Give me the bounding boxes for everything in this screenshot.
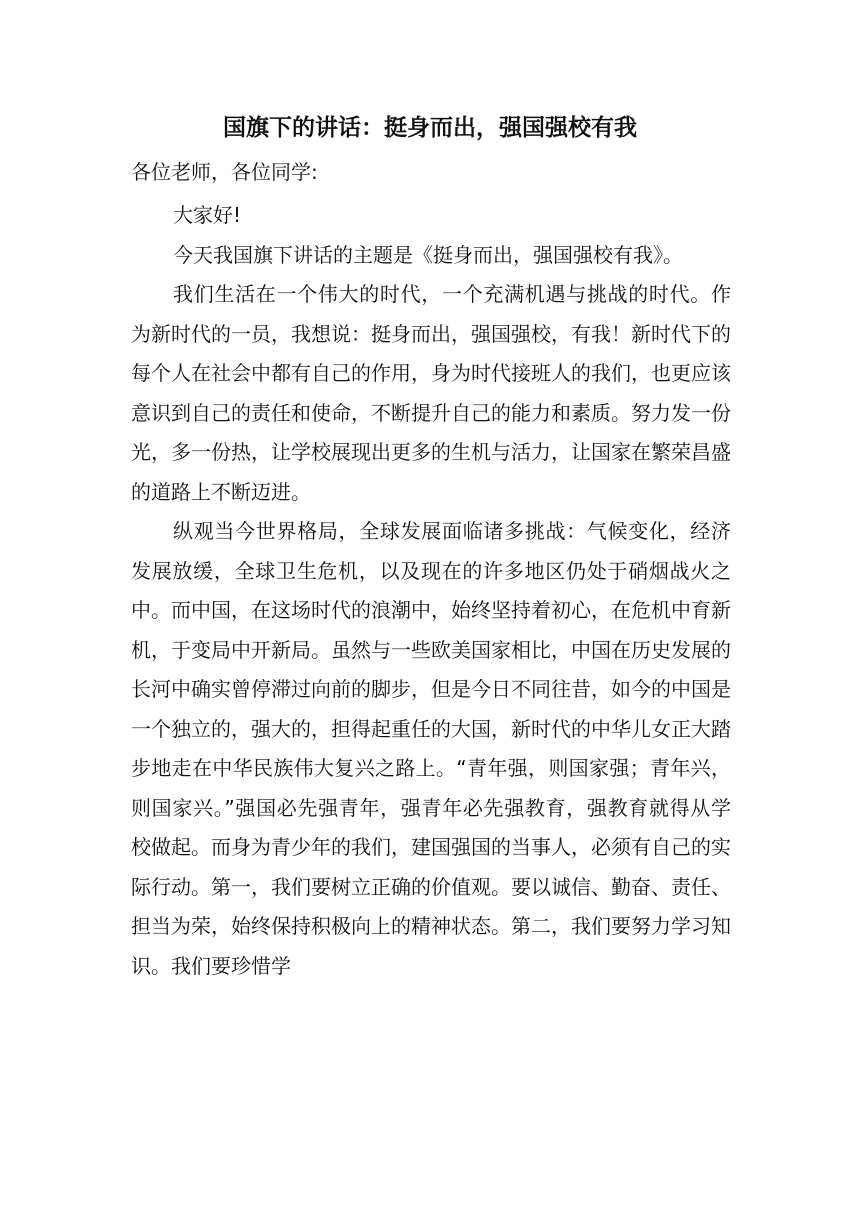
speech-body — [131, 196, 731, 986]
paragraph-world: 纵观当今世界格局，全球发展面临诸多挑战：气候变化，经济发展放缓，全球卫生危机，以及现在的许多地区仍处于硝烟战火之中。而中国，在这场时代的浪潮中，始终坚持着初心，在危机中育新机，于变局中开新局。虽然与一些欧美国家相比，中国在历史发展的长河中确实曾停滞过向前的脚步，但是今日不同往昔，如今的中国是一个独立的，强大的，担得起重任的大国，新时代的中华儿女正大踏步地走在中华民族伟大复兴之路上。“青年强，则国家强；青年兴，则国家兴。”强国必先强青年，强青年必先强教育，强教育就得从学校做起。而身为青少年的我们，建国强国的当事人，必须有自己的实际行动。第一，我们要树立正确的价值观。要以诚信、勤奋、责任、担当为荣，始终保持积极向上的精神状态。第二，我们要努力学习知识。我们要珍惜学 — [131, 519, 731, 978]
paragraph-hello: 大家好! — [173, 203, 242, 227]
document-title: 国旗下的讲话：挺身而出，强国强校有我 — [223, 115, 637, 141]
paragraph-topic: 今天我国旗下讲话的主题是《挺身而出，强国强校有我》。 — [173, 242, 683, 267]
salutation: 各位老师，各位同学: — [131, 160, 318, 184]
paragraph-era: 我们生活在一个伟大的时代，一个充满机遇与挑战的时代。作为新时代的一员，我想说：挺身而出，强国强校，有我！新时代下的每个人在社会中都有自己的作用，身为时代接班人的我们，也更应该意识到自己的责任和使命，不断提升自己的能力和素质。努力发一份光，多一份热，让学校展现出更多的生机与活力，让国家在繁荣昌盛的道路上不断迈进。 — [131, 282, 731, 504]
